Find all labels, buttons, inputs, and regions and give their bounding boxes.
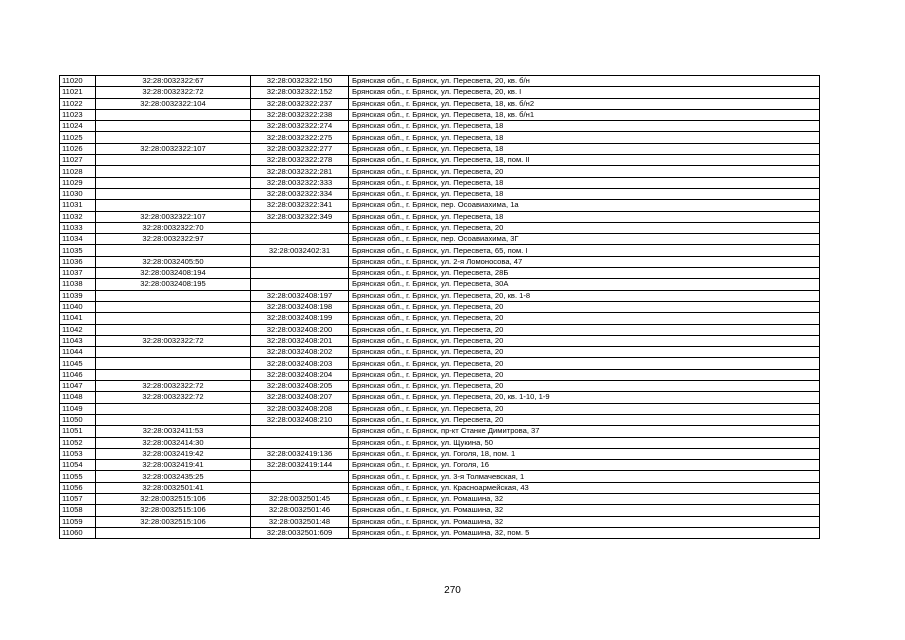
cadastral-number-cell: 32:28:0032414:30 <box>96 437 251 448</box>
row-number-cell: 11038 <box>60 279 96 290</box>
object-cadastral-number-cell: 32:28:0032408:208 <box>251 403 349 414</box>
address-cell: Брянская обл., г. Брянск, ул. Пересвета, 65, пом. I <box>349 245 820 256</box>
row-number-cell: 11036 <box>60 256 96 267</box>
cadastral-number-cell: 32:28:0032435:25 <box>96 471 251 482</box>
cadastral-number-cell: 32:28:0032411:53 <box>96 426 251 437</box>
address-cell: Брянская обл., г. Брянск, ул. Пересвета, 18 <box>349 143 820 154</box>
row-number-cell: 11051 <box>60 426 96 437</box>
address-cell: Брянская обл., г. Брянск, ул. Ромашина, 32, пом. 5 <box>349 527 820 538</box>
row-number-cell: 11049 <box>60 403 96 414</box>
object-cadastral-number-cell: 32:28:0032408:199 <box>251 313 349 324</box>
cadastral-number-cell: 32:28:0032322:107 <box>96 211 251 222</box>
object-cadastral-number-cell: 32:28:0032322:237 <box>251 98 349 109</box>
address-cell: Брянская обл., г. Брянск, ул. Пересвета, 18, кв. б/н1 <box>349 109 820 120</box>
row-number-cell: 11021 <box>60 87 96 98</box>
cadastral-number-cell <box>96 414 251 425</box>
table-row <box>60 279 820 290</box>
table-row <box>60 505 820 516</box>
address-cell: Брянская обл., г. Брянск, ул. Пересвета, 18, пом. II <box>349 155 820 166</box>
cadastral-number-cell <box>96 369 251 380</box>
row-number-cell: 11029 <box>60 177 96 188</box>
table-row <box>60 335 820 346</box>
table-row <box>60 482 820 493</box>
object-cadastral-number-cell: 32:28:0032501:48 <box>251 516 349 527</box>
cadastral-number-cell: 32:28:0032322:67 <box>96 76 251 87</box>
cadastral-number-cell <box>96 155 251 166</box>
table-row <box>60 109 820 120</box>
address-cell: Брянская обл., г. Брянск, ул. Пересвета, 18, кв. б/н2 <box>349 98 820 109</box>
row-number-cell: 11022 <box>60 98 96 109</box>
table-row <box>60 414 820 425</box>
cadastral-number-cell: 32:28:0032322:72 <box>96 335 251 346</box>
table-row <box>60 493 820 504</box>
table-row <box>60 268 820 279</box>
cadastral-number-cell: 32:28:0032515:106 <box>96 516 251 527</box>
object-cadastral-number-cell: 32:28:0032408:197 <box>251 290 349 301</box>
object-cadastral-number-cell: 32:28:0032322:341 <box>251 200 349 211</box>
cadastral-number-cell: 32:28:0032408:195 <box>96 279 251 290</box>
cadastral-number-cell: 32:28:0032515:106 <box>96 505 251 516</box>
address-cell: Брянская обл., г. Брянск, ул. Пересвета, 20 <box>349 324 820 335</box>
row-number-cell: 11046 <box>60 369 96 380</box>
cadastral-number-cell <box>96 324 251 335</box>
table-row <box>60 188 820 199</box>
object-cadastral-number-cell <box>251 437 349 448</box>
object-cadastral-number-cell: 32:28:0032419:136 <box>251 448 349 459</box>
row-number-cell: 11033 <box>60 222 96 233</box>
row-number-cell: 11047 <box>60 381 96 392</box>
object-cadastral-number-cell <box>251 268 349 279</box>
table-row <box>60 132 820 143</box>
cadastral-number-cell <box>96 132 251 143</box>
address-cell: Брянская обл., г. Брянск, ул. Ромашина, 32 <box>349 493 820 504</box>
cadastral-number-cell: 32:28:0032322:104 <box>96 98 251 109</box>
table-row <box>60 358 820 369</box>
table-row <box>60 369 820 380</box>
table-row <box>60 245 820 256</box>
cadastral-number-cell <box>96 301 251 312</box>
address-cell: Брянская обл., г. Брянск, ул. Пересвета, 20 <box>349 358 820 369</box>
address-cell: Брянская обл., г. Брянск, ул. Пересвета, 20 <box>349 381 820 392</box>
table-row <box>60 76 820 87</box>
row-number-cell: 11056 <box>60 482 96 493</box>
table-row <box>60 516 820 527</box>
object-cadastral-number-cell: 32:28:0032322:152 <box>251 87 349 98</box>
row-number-cell: 11052 <box>60 437 96 448</box>
address-cell: Брянская обл., г. Брянск, ул. Пересвета, 20, кв. б/н <box>349 76 820 87</box>
object-cadastral-number-cell: 32:28:0032408:203 <box>251 358 349 369</box>
table-row <box>60 392 820 403</box>
table-row <box>60 437 820 448</box>
cadastral-number-cell: 32:28:0032515:106 <box>96 493 251 504</box>
object-cadastral-number-cell: 32:28:0032408:210 <box>251 414 349 425</box>
row-number-cell: 11060 <box>60 527 96 538</box>
table-row <box>60 143 820 154</box>
row-number-cell: 11034 <box>60 234 96 245</box>
address-cell: Брянская обл., г. Брянск, ул. Пересвета, 18 <box>349 132 820 143</box>
address-cell: Брянская обл., г. Брянск, ул. Пересвета, 20, кв. 1-8 <box>349 290 820 301</box>
object-cadastral-number-cell: 32:28:0032322:277 <box>251 143 349 154</box>
object-cadastral-number-cell: 32:28:0032408:202 <box>251 347 349 358</box>
row-number-cell: 11055 <box>60 471 96 482</box>
row-number-cell: 11053 <box>60 448 96 459</box>
address-cell: Брянская обл., г. Брянск, ул. Пересвета, 20 <box>349 313 820 324</box>
address-cell: Брянская обл., г. Брянск, ул. Пересвета, 18 <box>349 177 820 188</box>
address-cell: Брянская обл., г. Брянск, ул. Пересвета, 20 <box>349 301 820 312</box>
cadastral-number-cell: 32:28:0032322:97 <box>96 234 251 245</box>
row-number-cell: 11042 <box>60 324 96 335</box>
object-cadastral-number-cell <box>251 426 349 437</box>
row-number-cell: 11043 <box>60 335 96 346</box>
cadastral-number-cell: 32:28:0032322:72 <box>96 392 251 403</box>
table-row <box>60 166 820 177</box>
object-cadastral-number-cell: 32:28:0032322:281 <box>251 166 349 177</box>
address-cell: Брянская обл., г. Брянск, ул. Ромашина, 32 <box>349 505 820 516</box>
address-cell: Брянская обл., г. Брянск, ул. Пересвета, 20 <box>349 369 820 380</box>
table-row <box>60 87 820 98</box>
address-cell: Брянская обл., г. Брянск, ул. Красноармейская, 43 <box>349 482 820 493</box>
cadastral-number-cell: 32:28:0032501:41 <box>96 482 251 493</box>
row-number-cell: 11041 <box>60 313 96 324</box>
cadastral-number-cell <box>96 527 251 538</box>
cadastral-number-cell <box>96 200 251 211</box>
cadastral-number-cell <box>96 403 251 414</box>
address-cell: Брянская обл., г. Брянск, ул. Пересвета, 30А <box>349 279 820 290</box>
table-row <box>60 211 820 222</box>
table-row <box>60 256 820 267</box>
object-cadastral-number-cell: 32:28:0032408:207 <box>251 392 349 403</box>
row-number-cell: 11040 <box>60 301 96 312</box>
cadastral-number-cell <box>96 177 251 188</box>
table-row <box>60 234 820 245</box>
address-cell: Брянская обл., г. Брянск, ул. Пересвета, 20 <box>349 347 820 358</box>
object-cadastral-number-cell: 32:28:0032322:334 <box>251 188 349 199</box>
object-cadastral-number-cell: 32:28:0032419:144 <box>251 460 349 471</box>
table-row <box>60 403 820 414</box>
object-cadastral-number-cell <box>251 234 349 245</box>
row-number-cell: 11039 <box>60 290 96 301</box>
object-cadastral-number-cell: 32:28:0032322:275 <box>251 132 349 143</box>
row-number-cell: 11020 <box>60 76 96 87</box>
cadastral-number-cell <box>96 290 251 301</box>
address-cell: Брянская обл., г. Брянск, ул. Пересвета, 20 <box>349 222 820 233</box>
address-cell: Брянская обл., г. Брянск, ул. Пересвета, 20 <box>349 335 820 346</box>
table-row <box>60 426 820 437</box>
table-row <box>60 347 820 358</box>
object-cadastral-number-cell: 32:28:0032322:278 <box>251 155 349 166</box>
address-cell: Брянская обл., г. Брянск, ул. 3-я Толмачевская, 1 <box>349 471 820 482</box>
cadastral-number-cell <box>96 245 251 256</box>
object-cadastral-number-cell: 32:28:0032501:45 <box>251 493 349 504</box>
table-row <box>60 448 820 459</box>
table-row <box>60 222 820 233</box>
object-cadastral-number-cell: 32:28:0032501:46 <box>251 505 349 516</box>
row-number-cell: 11037 <box>60 268 96 279</box>
address-cell: Брянская обл., г. Брянск, пер. Осоавиахима, 1а <box>349 200 820 211</box>
row-number-cell: 11026 <box>60 143 96 154</box>
table-row <box>60 471 820 482</box>
cadastral-number-cell: 32:28:0032322:72 <box>96 87 251 98</box>
row-number-cell: 11032 <box>60 211 96 222</box>
cadastral-number-cell <box>96 121 251 132</box>
address-cell: Брянская обл., г. Брянск, ул. Пересвета, 18 <box>349 121 820 132</box>
cadastral-number-cell <box>96 358 251 369</box>
address-cell: Брянская обл., г. Брянск, ул. Щукина, 50 <box>349 437 820 448</box>
address-cell: Брянская обл., г. Брянск, ул. Пересвета, 18 <box>349 188 820 199</box>
object-cadastral-number-cell <box>251 256 349 267</box>
object-cadastral-number-cell: 32:28:0032501:609 <box>251 527 349 538</box>
object-cadastral-number-cell: 32:28:0032408:201 <box>251 335 349 346</box>
table-row <box>60 381 820 392</box>
object-cadastral-number-cell: 32:28:0032322:333 <box>251 177 349 188</box>
cadastral-number-cell <box>96 166 251 177</box>
registry-table <box>59 75 820 539</box>
row-number-cell: 11025 <box>60 132 96 143</box>
address-cell: Брянская обл., г. Брянск, ул. Пересвета, 20, кв. I <box>349 87 820 98</box>
table-row <box>60 527 820 538</box>
table-row <box>60 301 820 312</box>
cadastral-number-cell: 32:28:0032322:72 <box>96 381 251 392</box>
address-cell: Брянская обл., г. Брянск, ул. Пересвета, 28Б <box>349 268 820 279</box>
table-row <box>60 155 820 166</box>
row-number-cell: 11031 <box>60 200 96 211</box>
row-number-cell: 11030 <box>60 188 96 199</box>
table-row <box>60 460 820 471</box>
address-cell: Брянская обл., г. Брянск, пр-кт Станке Димитрова, 37 <box>349 426 820 437</box>
row-number-cell: 11044 <box>60 347 96 358</box>
address-cell: Брянская обл., г. Брянск, ул. Гоголя, 16 <box>349 460 820 471</box>
address-cell: Брянская обл., г. Брянск, ул. Гоголя, 18, пом. 1 <box>349 448 820 459</box>
table-row <box>60 324 820 335</box>
cadastral-number-cell: 32:28:0032322:70 <box>96 222 251 233</box>
row-number-cell: 11059 <box>60 516 96 527</box>
cadastral-number-cell: 32:28:0032419:42 <box>96 448 251 459</box>
cadastral-number-cell: 32:28:0032405:50 <box>96 256 251 267</box>
row-number-cell: 11027 <box>60 155 96 166</box>
object-cadastral-number-cell <box>251 482 349 493</box>
object-cadastral-number-cell: 32:28:0032408:198 <box>251 301 349 312</box>
object-cadastral-number-cell <box>251 279 349 290</box>
object-cadastral-number-cell <box>251 222 349 233</box>
row-number-cell: 11057 <box>60 493 96 504</box>
address-cell: Брянская обл., г. Брянск, ул. Пересвета, 18 <box>349 211 820 222</box>
address-cell: Брянская обл., г. Брянск, ул. Пересвета, 20, кв. 1-10, 1-9 <box>349 392 820 403</box>
address-cell: Брянская обл., г. Брянск, ул. Пересвета, 20 <box>349 166 820 177</box>
table-row <box>60 177 820 188</box>
row-number-cell: 11035 <box>60 245 96 256</box>
table-row <box>60 290 820 301</box>
address-cell: Брянская обл., г. Брянск, ул. Ромашина, 32 <box>349 516 820 527</box>
row-number-cell: 11058 <box>60 505 96 516</box>
object-cadastral-number-cell: 32:28:0032322:349 <box>251 211 349 222</box>
object-cadastral-number-cell: 32:28:0032408:200 <box>251 324 349 335</box>
cadastral-number-cell <box>96 109 251 120</box>
cadastral-number-cell <box>96 313 251 324</box>
object-cadastral-number-cell: 32:28:0032408:204 <box>251 369 349 380</box>
cadastral-number-cell: 32:28:0032322:107 <box>96 143 251 154</box>
row-number-cell: 11050 <box>60 414 96 425</box>
object-cadastral-number-cell <box>251 471 349 482</box>
table-row <box>60 98 820 109</box>
table-row <box>60 121 820 132</box>
table-row <box>60 313 820 324</box>
table-row <box>60 200 820 211</box>
cadastral-number-cell: 32:28:0032408:194 <box>96 268 251 279</box>
cadastral-number-cell <box>96 347 251 358</box>
row-number-cell: 11048 <box>60 392 96 403</box>
row-number-cell: 11054 <box>60 460 96 471</box>
row-number-cell: 11024 <box>60 121 96 132</box>
cadastral-number-cell <box>96 188 251 199</box>
address-cell: Брянская обл., г. Брянск, ул. 2-я Ломоносова, 47 <box>349 256 820 267</box>
page-number: 270 <box>444 585 461 596</box>
object-cadastral-number-cell: 32:28:0032322:274 <box>251 121 349 132</box>
row-number-cell: 11045 <box>60 358 96 369</box>
address-cell: Брянская обл., г. Брянск, пер. Осоавиахима, 3Г <box>349 234 820 245</box>
object-cadastral-number-cell: 32:28:0032408:205 <box>251 381 349 392</box>
object-cadastral-number-cell: 32:28:0032322:238 <box>251 109 349 120</box>
cadastral-number-cell: 32:28:0032419:41 <box>96 460 251 471</box>
address-cell: Брянская обл., г. Брянск, ул. Пересвета, 20 <box>349 403 820 414</box>
address-cell: Брянская обл., г. Брянск, ул. Пересвета, 20 <box>349 414 820 425</box>
object-cadastral-number-cell: 32:28:0032402:31 <box>251 245 349 256</box>
row-number-cell: 11028 <box>60 166 96 177</box>
row-number-cell: 11023 <box>60 109 96 120</box>
registry-table-body <box>60 76 820 539</box>
object-cadastral-number-cell: 32:28:0032322:150 <box>251 76 349 87</box>
